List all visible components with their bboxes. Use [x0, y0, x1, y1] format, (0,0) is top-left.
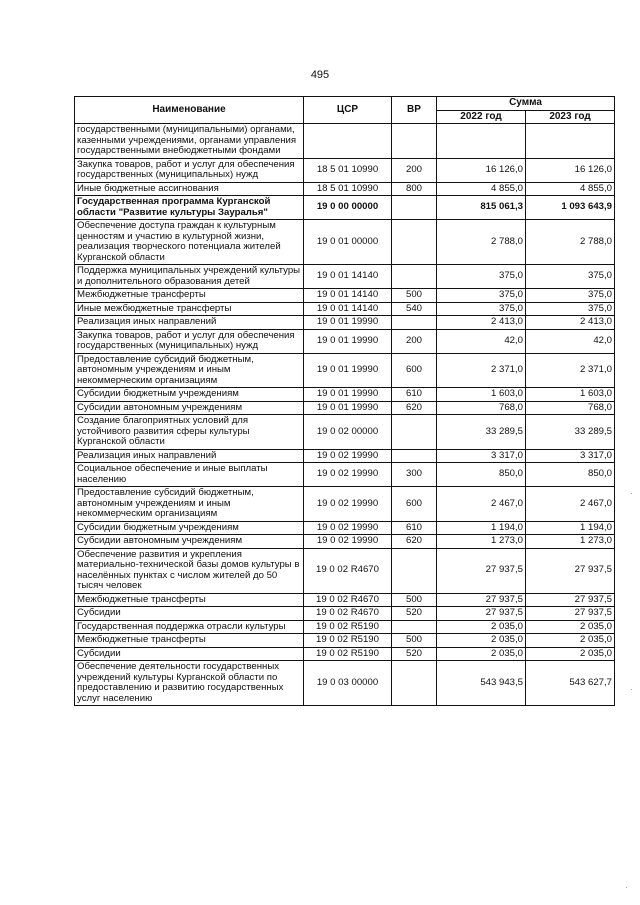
row-sum-2022: 2 035,0 [437, 620, 526, 634]
row-csr: 19 0 02 R4670 [304, 607, 392, 621]
table-row [75, 353, 615, 388]
row-csr: 18 5 01 10990 [304, 182, 392, 196]
row-name: Предоставление субсидий бюджетным, автономным учреждениям и иным некоммерческим организациям [75, 353, 304, 388]
row-vr: 620 [392, 401, 437, 415]
row-csr: 19 0 01 19990 [304, 353, 392, 388]
header-vr: ВР [392, 97, 437, 124]
row-csr: 19 0 02 R5190 [304, 647, 392, 661]
header-name: Наименование [75, 97, 304, 124]
row-vr: 610 [392, 388, 437, 402]
row-sum-2023: 3 317,0 [526, 449, 615, 463]
table-row [75, 463, 615, 487]
row-sum-2023: 375,0 [526, 289, 615, 303]
row-name: Государственная программа Курганской области "Развитие культуры Зауралья" [75, 196, 304, 220]
row-sum-2023: 2 035,0 [526, 634, 615, 648]
table-row [75, 620, 615, 634]
row-sum-2022: 42,0 [437, 329, 526, 353]
row-vr: 200 [392, 158, 437, 182]
table-row [75, 316, 615, 330]
row-vr [392, 220, 437, 265]
row-sum-2023: 2 035,0 [526, 620, 615, 634]
row-vr [392, 415, 437, 450]
row-name: Обеспечение доступа граждан к культурным ценностям и участию в культурной жизни, реализация творческого потенциала жителей Курганской области [75, 220, 304, 265]
row-name: Субсидии автономным учреждениям [75, 401, 304, 415]
row-name: Иные межбюджетные трансферты [75, 302, 304, 316]
row-name: Поддержка муниципальных учреждений культуры и дополнительного образования детей [75, 265, 304, 289]
row-sum-2022: 27 937,5 [437, 548, 526, 593]
row-vr [392, 316, 437, 330]
row-vr [392, 124, 437, 159]
row-sum-2023: 16 126,0 [526, 158, 615, 182]
table-row [75, 158, 615, 182]
table-row [75, 535, 615, 549]
row-sum-2023: 27 937,5 [526, 607, 615, 621]
row-sum-2022: 4 855,0 [437, 182, 526, 196]
row-sum-2023: 1 093 643,9 [526, 196, 615, 220]
table-row [75, 487, 615, 522]
row-sum-2023: 1 603,0 [526, 388, 615, 402]
row-vr: 500 [392, 634, 437, 648]
edge-mark: · [630, 488, 633, 498]
row-sum-2022: 27 937,5 [437, 593, 526, 607]
row-sum-2023: 2 467,0 [526, 487, 615, 522]
row-sum-2023: 42,0 [526, 329, 615, 353]
table-row [75, 196, 615, 220]
row-sum-2022 [437, 124, 526, 159]
row-name: Создание благоприятных условий для устойчивого развития сферы культуры Курганской области [75, 415, 304, 450]
row-sum-2023: 33 289,5 [526, 415, 615, 450]
row-vr [392, 620, 437, 634]
table-row [75, 647, 615, 661]
row-name: Субсидии [75, 607, 304, 621]
row-name: Реализация иных направлений [75, 316, 304, 330]
table-row [75, 265, 615, 289]
row-vr [392, 548, 437, 593]
row-csr: 19 0 01 14140 [304, 289, 392, 303]
table-row [75, 548, 615, 593]
row-sum-2022: 2 035,0 [437, 634, 526, 648]
row-name: государственными (муниципальными) органами, казенными учреждениями, органами управления государственными внебюджетными фондами [75, 124, 304, 159]
row-csr: 18 5 01 10990 [304, 158, 392, 182]
row-sum-2022: 2 467,0 [437, 487, 526, 522]
row-vr: 540 [392, 302, 437, 316]
row-sum-2022: 2 371,0 [437, 353, 526, 388]
row-sum-2023: 2 371,0 [526, 353, 615, 388]
page-number: 495 [310, 69, 330, 81]
row-csr: 19 0 02 19990 [304, 487, 392, 522]
row-csr: 19 0 01 19990 [304, 401, 392, 415]
header-csr: ЦСР [304, 97, 392, 124]
row-name: Межбюджетные трансферты [75, 593, 304, 607]
row-name: Субсидии бюджетным учреждениям [75, 388, 304, 402]
row-csr: 19 0 02 19990 [304, 463, 392, 487]
row-sum-2023: 375,0 [526, 302, 615, 316]
row-sum-2023: 375,0 [526, 265, 615, 289]
row-sum-2022: 768,0 [437, 401, 526, 415]
row-sum-2022: 2 788,0 [437, 220, 526, 265]
row-vr: 500 [392, 593, 437, 607]
table-row [75, 607, 615, 621]
row-vr: 520 [392, 607, 437, 621]
row-name: Предоставление субсидий бюджетным, автономным учреждениям и иным некоммерческим организациям [75, 487, 304, 522]
table-row [75, 401, 615, 415]
table-row [75, 593, 615, 607]
table-row [75, 124, 615, 159]
row-sum-2023: 768,0 [526, 401, 615, 415]
row-name: Государственная поддержка отрасли культуры [75, 620, 304, 634]
row-vr [392, 196, 437, 220]
row-sum-2022: 3 317,0 [437, 449, 526, 463]
row-vr [392, 449, 437, 463]
header-year-2022: 2022 год [437, 110, 526, 124]
row-vr: 610 [392, 521, 437, 535]
row-name: Субсидии бюджетным учреждениям [75, 521, 304, 535]
header-year-2023: 2023 год [526, 110, 615, 124]
row-sum-2023: 850,0 [526, 463, 615, 487]
header-sum: Сумма [437, 97, 615, 111]
row-sum-2023: 1 194,0 [526, 521, 615, 535]
row-sum-2023: 27 937,5 [526, 593, 615, 607]
table-row [75, 302, 615, 316]
row-csr: 19 0 01 19990 [304, 329, 392, 353]
row-vr: 600 [392, 353, 437, 388]
table-row [75, 634, 615, 648]
row-vr: 500 [392, 289, 437, 303]
row-csr: 19 0 02 R4670 [304, 593, 392, 607]
row-csr: 19 0 01 00000 [304, 220, 392, 265]
row-sum-2023: 1 273,0 [526, 535, 615, 549]
row-sum-2022: 1 603,0 [437, 388, 526, 402]
row-sum-2022: 1 194,0 [437, 521, 526, 535]
table-row [75, 289, 615, 303]
row-sum-2022: 375,0 [437, 302, 526, 316]
row-sum-2022: 815 061,3 [437, 196, 526, 220]
row-name: Субсидии автономным учреждениям [75, 535, 304, 549]
budget-table [74, 96, 615, 706]
table-row [75, 521, 615, 535]
row-csr: 19 0 02 19990 [304, 521, 392, 535]
row-sum-2023: 27 937,5 [526, 548, 615, 593]
row-vr: 800 [392, 182, 437, 196]
row-name: Закупка товаров, работ и услуг для обеспечения государственных (муниципальных) нужд [75, 158, 304, 182]
table-row [75, 329, 615, 353]
row-vr: 620 [392, 535, 437, 549]
row-sum-2023: 2 788,0 [526, 220, 615, 265]
row-csr: 19 0 02 00000 [304, 415, 392, 450]
row-csr: 19 0 00 00000 [304, 196, 392, 220]
row-sum-2023: 2 035,0 [526, 647, 615, 661]
row-name: Социальное обеспечение и иные выплаты населению [75, 463, 304, 487]
row-csr: 19 0 02 R4670 [304, 548, 392, 593]
row-sum-2022: 375,0 [437, 289, 526, 303]
row-sum-2023: 543 627,7 [526, 661, 615, 706]
row-sum-2022: 16 126,0 [437, 158, 526, 182]
row-name: Обеспечение развития и укрепления материально-технической базы домов культуры в населённых пунктах с числом жителей до 50 тысяч человек [75, 548, 304, 593]
row-sum-2022: 2 413,0 [437, 316, 526, 330]
edge-mark: · [630, 684, 633, 694]
row-sum-2022: 1 273,0 [437, 535, 526, 549]
row-vr: 520 [392, 647, 437, 661]
row-sum-2022: 543 943,5 [437, 661, 526, 706]
row-csr: 19 0 03 00000 [304, 661, 392, 706]
row-csr: 19 0 01 14140 [304, 265, 392, 289]
row-sum-2022: 850,0 [437, 463, 526, 487]
row-sum-2022: 27 937,5 [437, 607, 526, 621]
row-csr: 19 0 01 14140 [304, 302, 392, 316]
row-csr: 19 0 02 19990 [304, 449, 392, 463]
row-name: Субсидии [75, 647, 304, 661]
row-csr: 19 0 01 19990 [304, 388, 392, 402]
row-name: Иные бюджетные ассигнования [75, 182, 304, 196]
row-csr: 19 0 01 19990 [304, 316, 392, 330]
row-name: Межбюджетные трансферты [75, 634, 304, 648]
row-vr [392, 265, 437, 289]
row-sum-2022: 2 035,0 [437, 647, 526, 661]
row-sum-2023: 4 855,0 [526, 182, 615, 196]
table-row [75, 220, 615, 265]
row-vr [392, 661, 437, 706]
table-row [75, 182, 615, 196]
row-vr: 200 [392, 329, 437, 353]
row-vr: 300 [392, 463, 437, 487]
edge-mark: · [625, 882, 628, 892]
table-row [75, 388, 615, 402]
header-row [75, 97, 615, 111]
row-name: Реализация иных направлений [75, 449, 304, 463]
row-csr: 19 0 02 19990 [304, 535, 392, 549]
row-csr: 19 0 02 R5190 [304, 634, 392, 648]
row-csr [304, 124, 392, 159]
row-vr: 600 [392, 487, 437, 522]
row-sum-2023: 2 413,0 [526, 316, 615, 330]
row-name: Межбюджетные трансферты [75, 289, 304, 303]
row-sum-2023 [526, 124, 615, 159]
table-row [75, 449, 615, 463]
row-sum-2022: 375,0 [437, 265, 526, 289]
row-name: Обеспечение деятельности государственных учреждений культуры Курганской области по предоставлению и развитию государственных услуг населению [75, 661, 304, 706]
row-sum-2022: 33 289,5 [437, 415, 526, 450]
table-row [75, 661, 615, 706]
row-csr: 19 0 02 R5190 [304, 620, 392, 634]
row-name: Закупка товаров, работ и услуг для обеспечения государственных (муниципальных) нужд [75, 329, 304, 353]
table-row [75, 415, 615, 450]
